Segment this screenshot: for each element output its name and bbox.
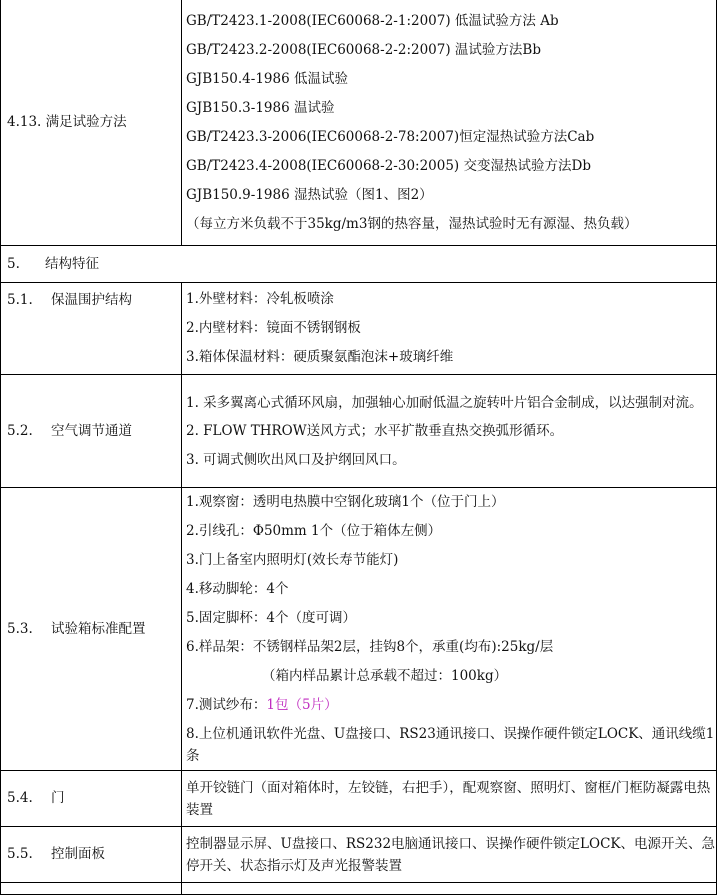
row-content-cell <box>182 283 717 375</box>
table-row-5-3 <box>1 488 717 771</box>
standard-line: GJB150.3-1986 温试验 <box>186 99 335 116</box>
standard-note: （每立方米负载不于35kg/m3钢的热容量，湿热试验时无有源湿、热负载） <box>186 215 638 232</box>
row-content-cell <box>182 883 717 895</box>
standard-line: GB/T2423.4-2008(IEC60068-2-30:2005) 交变湿热试验方法Db <box>186 157 591 174</box>
row-label-cell <box>1 827 182 883</box>
row-title: 控制面板 <box>51 846 105 862</box>
row-text: 控制器显示屏、U盘接口、RS232电脑通讯接口、误操作硬件锁定LOCK、电源开关、急停开关、状态指示灯及声光报警装置 <box>186 835 716 874</box>
table-row-5-1 <box>1 283 717 375</box>
row-label-cell <box>1 883 182 895</box>
section-title: 结构特征 <box>45 255 99 272</box>
list-item: 2.内壁材料：镜面不锈钢钢板 <box>186 320 361 336</box>
list-item: 1. 采多翼离心式循环风扇，加强轴心加耐低温之旋转叶片铝合金制成，以达强制对流。 <box>186 394 703 411</box>
section-header-cell <box>1 246 717 283</box>
list-item: 5.固定脚杯：4个（度可调） <box>186 610 356 626</box>
row-number: 5.3. <box>7 620 33 637</box>
row-content-cell <box>182 0 717 246</box>
list-item <box>186 691 716 720</box>
row-number: 5.1. <box>7 292 33 308</box>
table-row-5-5 <box>1 827 717 883</box>
row-title: 保温围护结构 <box>51 292 132 308</box>
row-label-cell <box>1 0 182 246</box>
row-content-cell <box>182 771 717 827</box>
table-row-5-2 <box>1 375 717 488</box>
row-number: 5.5. <box>7 846 33 862</box>
row-text: 单开铰链门（面对箱体时，左铰链，右把手），配观察窗、照明灯、窗框/门框防凝露电热装置 <box>186 779 711 818</box>
row-label-cell <box>1 375 182 488</box>
list-item: 1.外壁材料：冷轧板喷涂 <box>186 291 334 307</box>
section-number: 5. <box>7 255 20 272</box>
row-label-cell <box>1 283 182 375</box>
list-item: 2. FLOW THROW送风方式；水平扩散垂直热交换弧形循环。 <box>186 422 564 439</box>
list-item: 2.引线孔：Φ50mm 1个（位于箱体左侧） <box>186 523 442 539</box>
standard-line: GJB150.4-1986 低温试验 <box>186 70 348 87</box>
list-item: 6.样品架：不锈钢样品架2层，挂钩8个，承重(均布):25kg/层 <box>186 639 554 655</box>
row-title: 试验箱标准配置 <box>51 620 146 637</box>
row-content-cell <box>182 488 717 771</box>
row-content-cell <box>182 375 717 488</box>
row-number: 5.4. <box>7 790 33 806</box>
row-content-cell <box>182 827 717 883</box>
list-item: 8.上位机通讯软件光盘、U盘接口、RS23通讯接口、误操作硬件锁定LOCK、通讯线缆1条 <box>186 726 715 764</box>
row-label: 4.13. 满足试验方法 <box>7 114 127 130</box>
list-item: 3.门上备室内照明灯(效长寿节能灯) <box>186 552 399 568</box>
standard-line: GJB150.9-1986 湿热试验（图1、图2） <box>186 186 433 203</box>
list-item-label: 7.测试纱布： <box>186 697 267 713</box>
table-row-4-13 <box>1 0 717 246</box>
table-row-5-4 <box>1 771 717 827</box>
standard-line: GB/T2423.2-2008(IEC60068-2-2:2007) 温试验方法Bb <box>186 41 541 58</box>
section-header-row <box>1 246 717 283</box>
table-row-partial <box>1 883 717 895</box>
list-item: 3.箱体保温材料：硬质聚氨酯泡沫+玻璃纤维 <box>186 349 454 365</box>
row-number: 5.2. <box>7 422 33 439</box>
row-label-cell <box>1 771 182 827</box>
standard-line: GB/T2423.1-2008(IEC60068-2-1:2007) 低温试验方法 Ab <box>186 12 559 29</box>
row-title: 空气调节通道 <box>51 422 132 439</box>
row-label-cell <box>1 488 182 771</box>
list-item: 1.观察窗：透明电热膜中空钢化玻璃1个（位于门上） <box>186 494 505 510</box>
list-item: 4.移动脚轮：4个 <box>186 581 289 597</box>
list-item: 3. 可调式侧吹出风口及护纲回风口。 <box>186 451 406 468</box>
standard-line: GB/T2423.3-2006(IEC60068-2-78:2007)恒定湿热试验方法Cab <box>186 128 595 145</box>
row-title: 门 <box>51 790 65 806</box>
highlighted-quantity: 1包（5片） <box>266 697 338 713</box>
list-item-note: （箱内样品累计总承载不超过：100kg） <box>262 668 508 684</box>
